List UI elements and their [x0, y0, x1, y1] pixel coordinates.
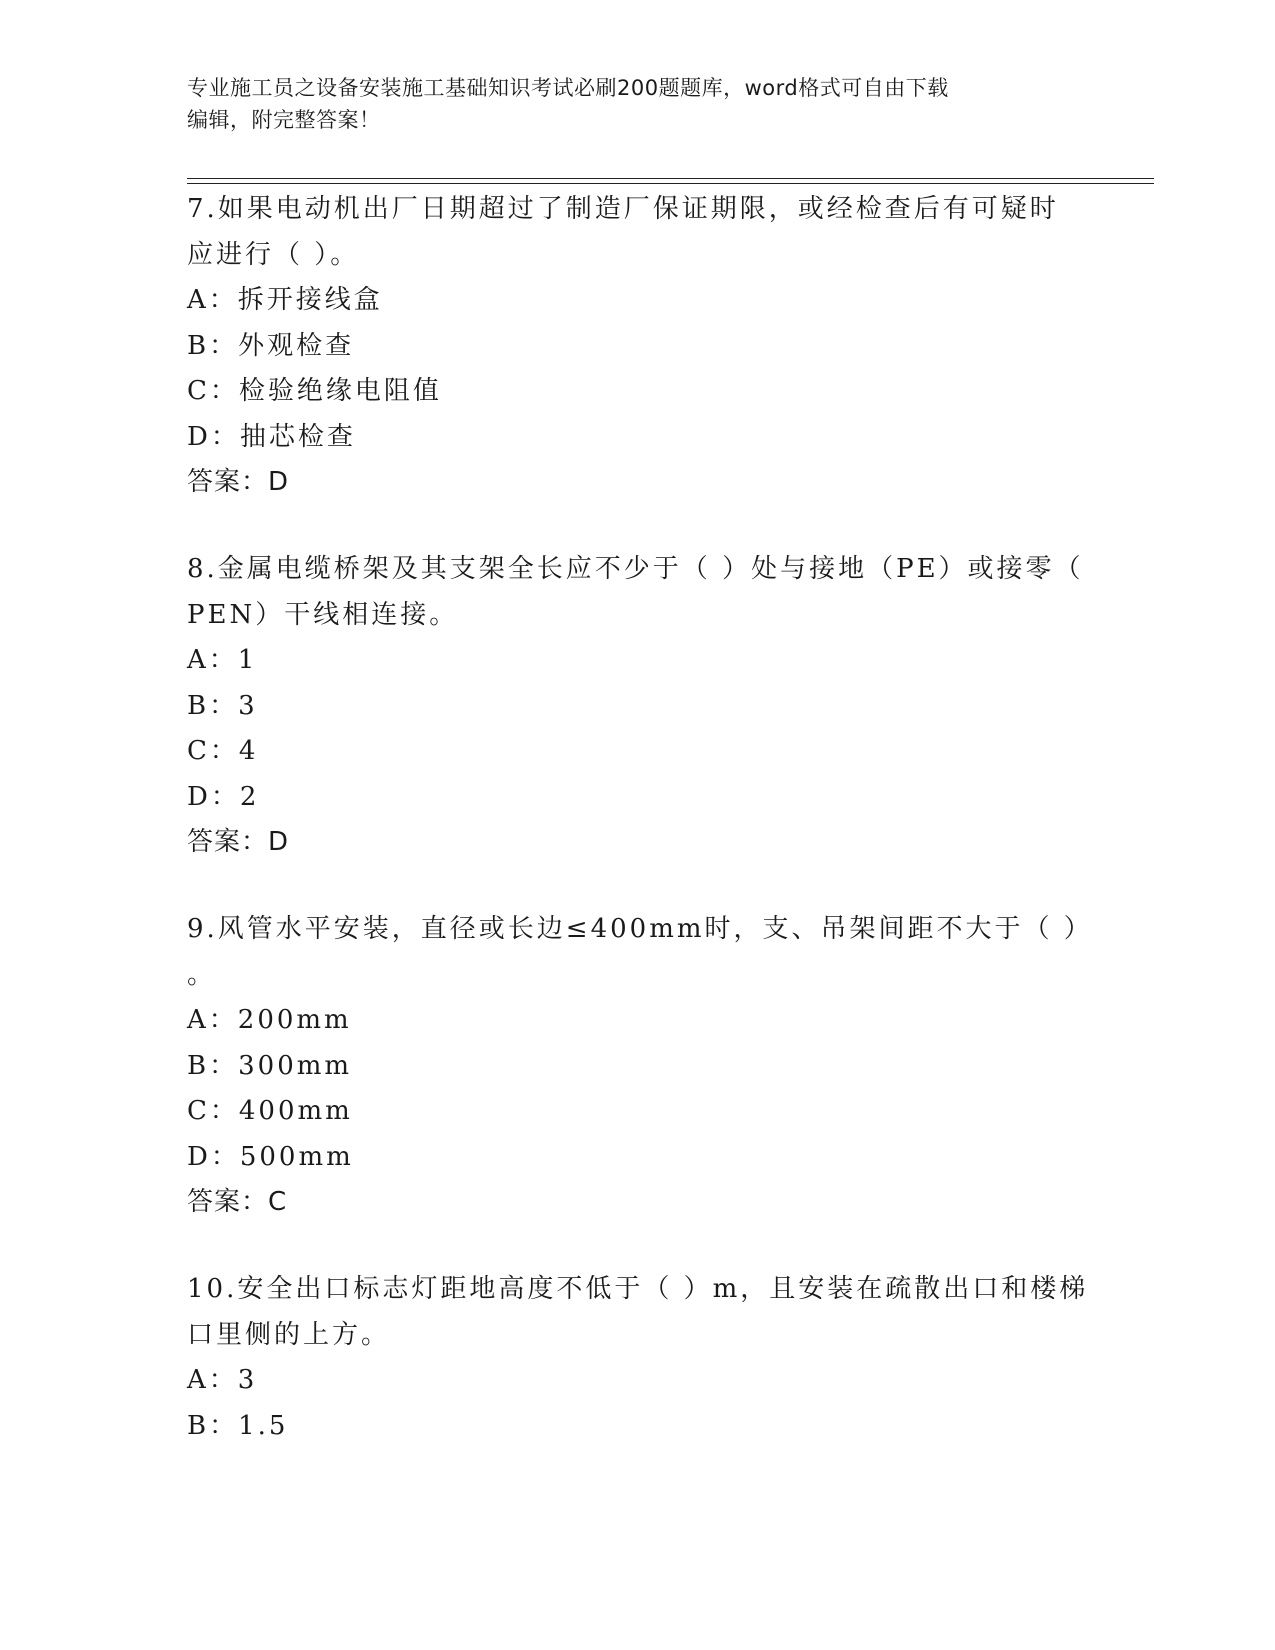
option-d: D：抽芯检查	[187, 421, 356, 452]
question-stem-line: 10.安全出口标志灯距地高度不低于（ ）m，且安装在疏散出口和楼梯	[187, 1274, 1089, 1304]
question-7	[187, 187, 1087, 506]
document-header	[187, 72, 1087, 136]
option-b: B：3	[187, 690, 258, 721]
question-stem-line: 9.风管水平安装，直径或长边≤400mm时，支、吊架间距不大于（ ）	[187, 914, 1093, 944]
question-8	[187, 547, 1087, 866]
answer-label: 答案：C	[187, 1187, 288, 1217]
option-c: C：检验绝缘电阻值	[187, 376, 442, 406]
answer-label: 答案：D	[187, 467, 290, 497]
header-line-1: 专业施工员之设备安装施工基础知识考试必刷200题题库，word格式可自由下载	[187, 76, 949, 100]
header-divider-top	[187, 178, 1154, 179]
question-stem-line: 7.如果电动机出厂日期超过了制造厂保证期限，或经检查后有可疑时	[187, 194, 1059, 224]
header-line-2: 编辑，附完整答案！	[187, 108, 381, 132]
question-stem-line: 8.金属电缆桥架及其支架全长应不少于（ ）处与接地（PE）或接零（	[187, 554, 1084, 584]
question-stem-line: 口里侧的上方。	[187, 1319, 391, 1350]
option-b: B：300mm	[187, 1050, 353, 1081]
question-10	[187, 1267, 1087, 1449]
question-stem-line: 应进行（ ）。	[187, 239, 360, 270]
option-a: A：3	[187, 1365, 258, 1395]
question-stem-line: 。	[187, 959, 217, 990]
option-d: D：500mm	[187, 1141, 354, 1172]
option-a: A：200mm	[187, 1005, 352, 1035]
question-stem-line: PEN）干线相连接。	[187, 599, 459, 630]
answer-label: 答案：D	[187, 827, 290, 857]
option-c: C：400mm	[187, 1096, 353, 1126]
question-9	[187, 907, 1093, 1226]
option-a: A：拆开接线盒	[187, 285, 383, 315]
option-c: C：4	[187, 736, 259, 766]
option-d: D：2	[187, 781, 260, 812]
option-a: A：1	[187, 645, 258, 675]
option-b: B：1.5	[187, 1410, 289, 1441]
option-b: B：外观检查	[187, 330, 355, 361]
header-divider-bottom	[187, 183, 1154, 184]
